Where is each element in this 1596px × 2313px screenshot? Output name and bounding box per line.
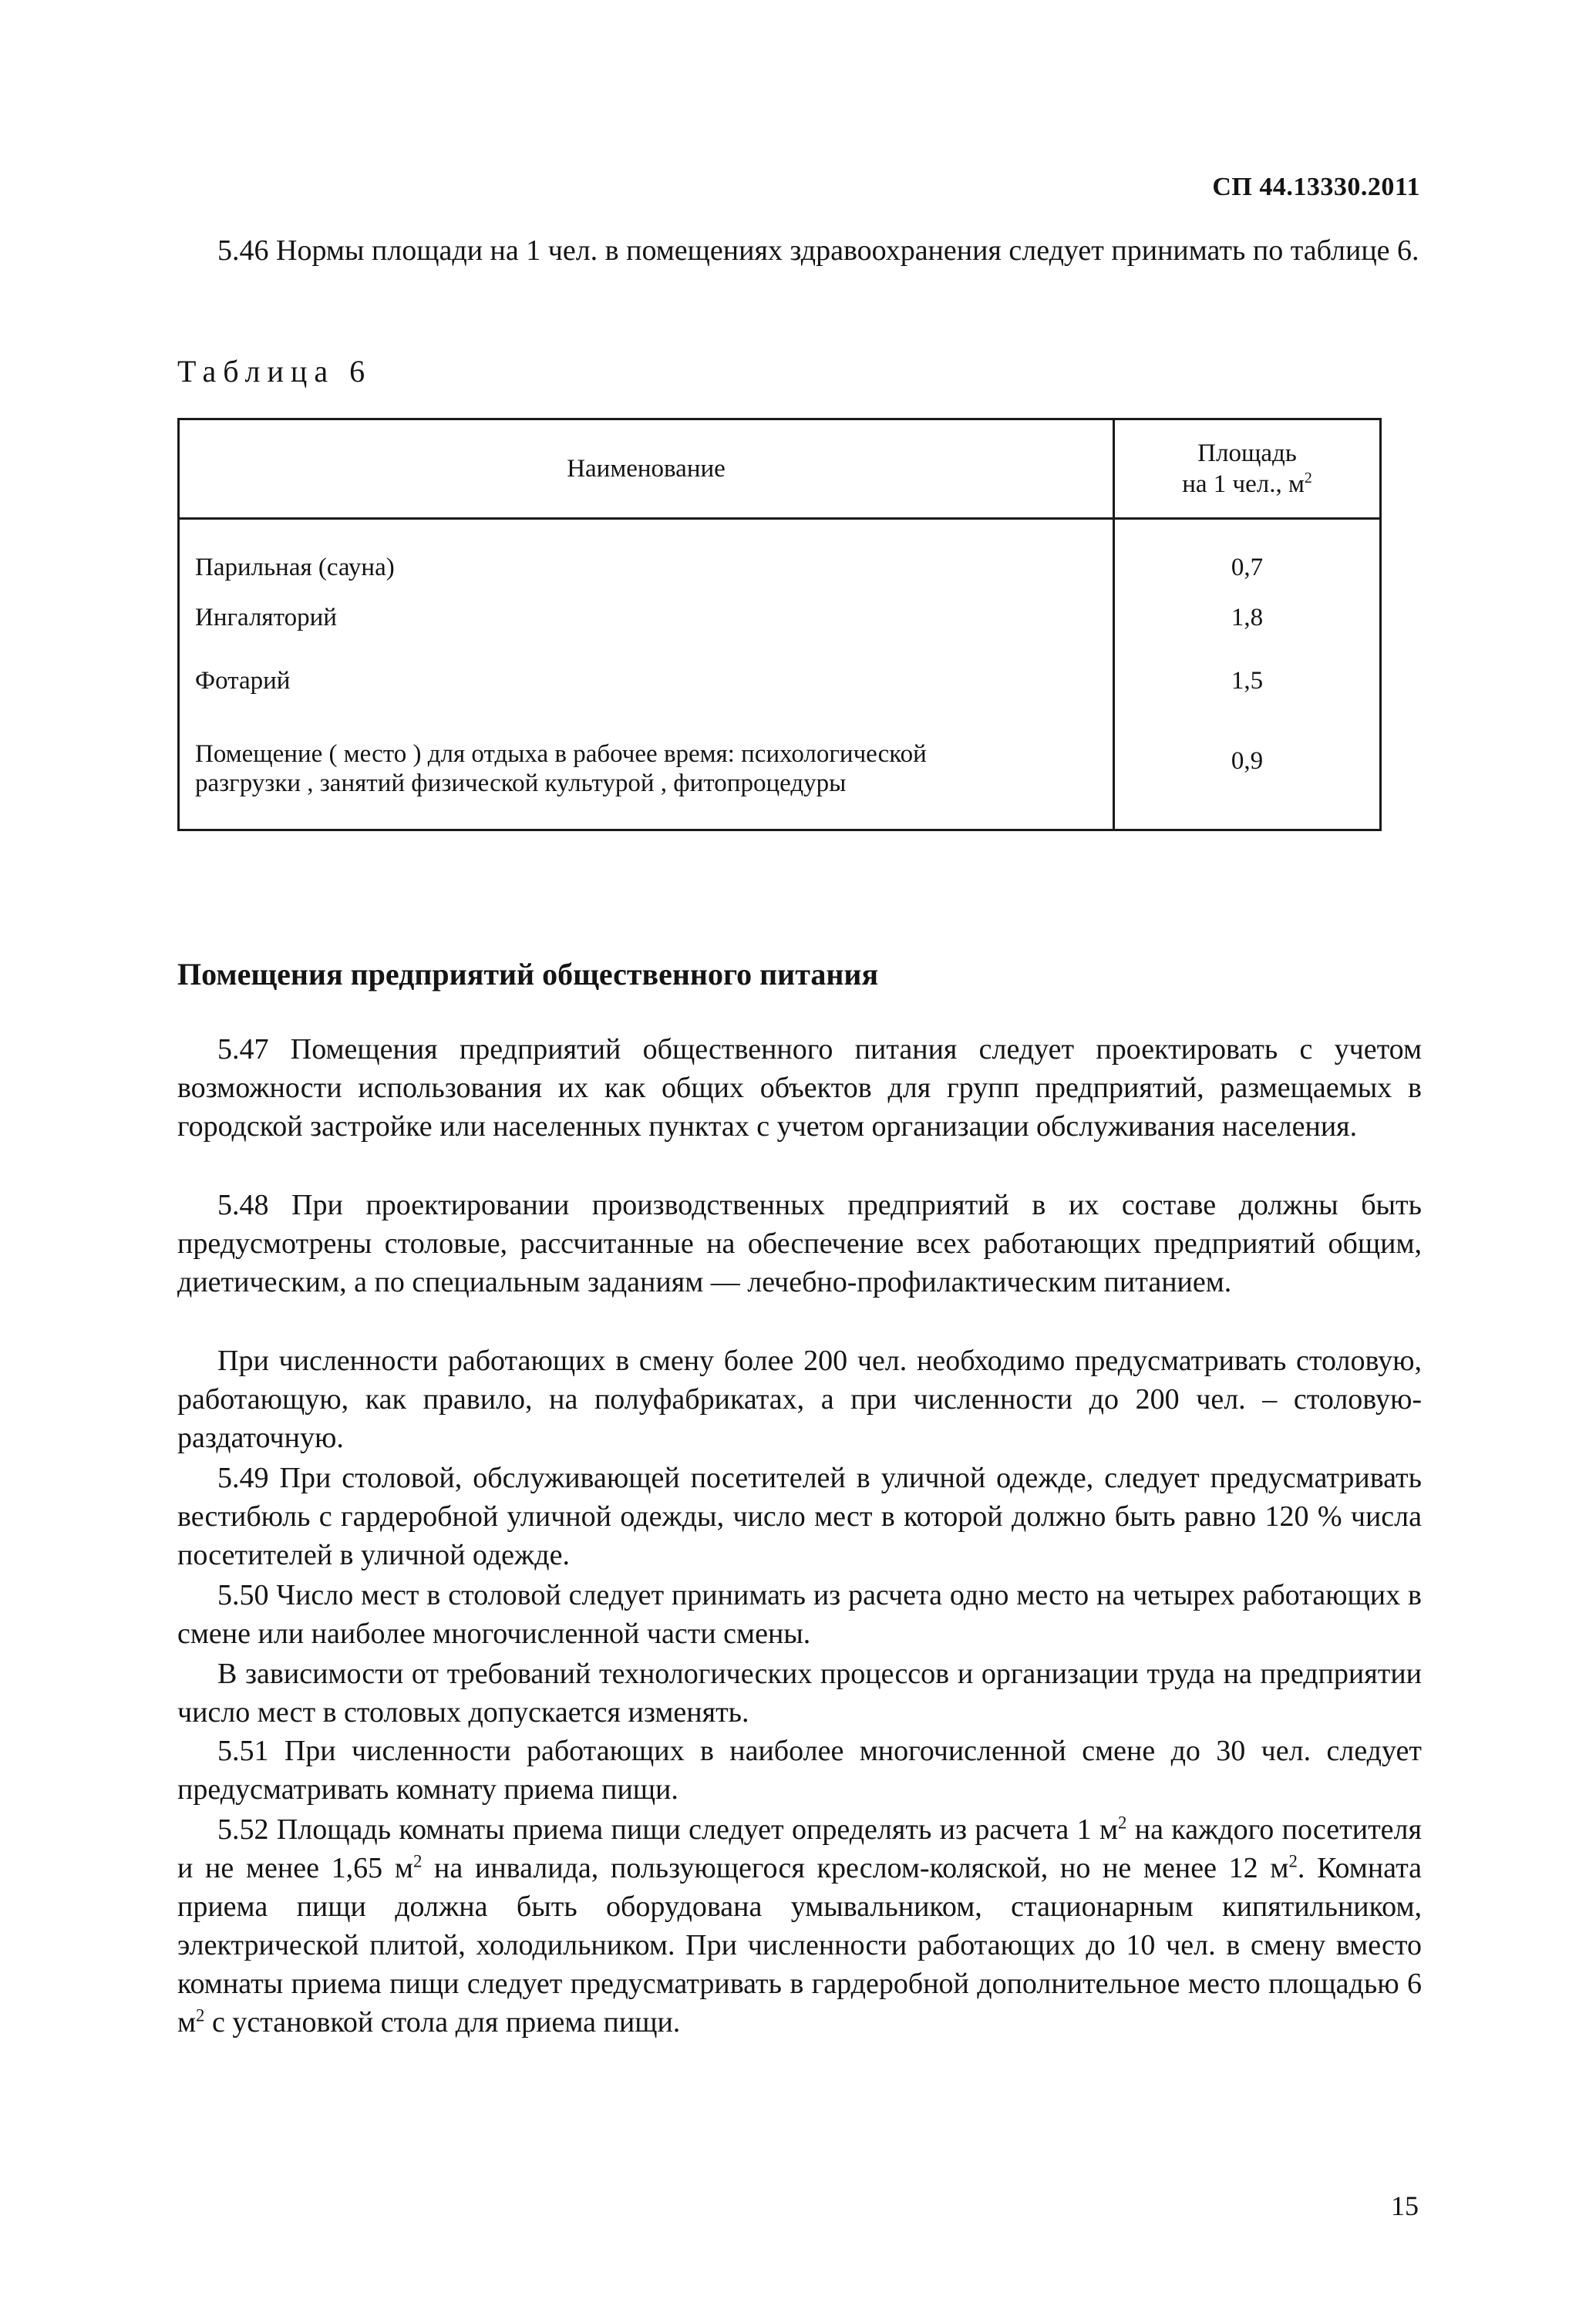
table-caption: Таблица 6 bbox=[177, 354, 372, 389]
row-value: 1,5 bbox=[1231, 667, 1264, 695]
row-value: 0,9 bbox=[1231, 747, 1264, 775]
paragraph-5-49: 5.49 При столовой, обслуживающей посетителей в уличной одежде, следует предусматривать вестибюль с гардеробной уличной одежды, число мест в которой должно быть равно 120 % числа посетителей в уличной одежде. bbox=[177, 1462, 1422, 1571]
paragraph-5-50: 5.50 Число мест в столовой следует принимать из расчета одно место на четырех работающих в смене или наиболее многочисленной части смены. bbox=[177, 1579, 1422, 1650]
paragraph-5-52 bbox=[177, 1810, 1422, 2042]
row-name: Помещение ( место ) для отдыха в рабочее время: психологической разгрузки , занятий физической культурой , фитопроцедуры bbox=[179, 709, 1114, 830]
paragraph-5-52-part-b: на каждого посетителя и не менее 1,65 м bbox=[177, 1813, 1422, 1884]
area-norms-table bbox=[177, 418, 1382, 831]
paragraph-5-52-part-d: . Комната приема пищи должна быть оборудована умывальником, стационарным кипятильником, электрической плитой, холодильником. При численности работающих до 10 чел. в смену вместо комнаты приема пищи следует предусматривать в гардеробной дополнительное место площадью 6 м bbox=[177, 1852, 1423, 2039]
row-value: 0,7 bbox=[1231, 554, 1264, 581]
row-name: Парильная (сауна) bbox=[179, 519, 1114, 583]
paragraph-5-52-part-c: на инвалида, пользующегося креслом-коляской, но не менее 12 м bbox=[422, 1852, 1289, 1884]
column-header-area-sup: 2 bbox=[1304, 470, 1312, 487]
paragraph-5-48-continued: При численности работающих в смену более 200 чел. необходимо предусматривать столовую, работающую, как правило, на полуфабрикатах, а при численности до 200 чел. – столовую-раздаточную. bbox=[177, 1345, 1422, 1454]
paragraph-5-51: 5.51 При численности работающих в наиболее многочисленной смене до 30 чел. следует предусматривать комнату приема пищи. bbox=[177, 1735, 1422, 1806]
paragraph-5-48: 5.48 При проектировании производственных предприятий в их составе должны быть предусмотрены столовые, рассчитанные на обеспечение всех работающих предприятий общим, диетическим, а по специальным заданиям — лечебно-профилактическим питанием. bbox=[177, 1189, 1422, 1298]
paragraph-5-52-part-a: 5.52 Площадь комнаты приема пищи следует определять из расчета 1 м bbox=[217, 1813, 1118, 1846]
column-header-area-line1: Площадь bbox=[1197, 439, 1297, 467]
table-row bbox=[179, 645, 1381, 709]
column-header-area-line2: на 1 чел., м bbox=[1182, 470, 1305, 498]
page-number: 15 bbox=[1391, 2190, 1419, 2221]
superscript: 2 bbox=[1288, 1851, 1298, 1871]
superscript: 2 bbox=[412, 1851, 423, 1871]
superscript: 2 bbox=[1117, 1813, 1127, 1833]
column-header-name: Наименование bbox=[179, 419, 1114, 519]
table-row bbox=[179, 519, 1381, 583]
paragraph-5-46: 5.46 Нормы площади на 1 чел. в помещениях здравоохранения следует принимать по таблице 6. bbox=[217, 234, 1419, 267]
row-value: 1,8 bbox=[1231, 604, 1264, 631]
row-name: Фотарий bbox=[179, 645, 1114, 709]
paragraph-5-47: 5.47 Помещения предприятий общественного питания следует проектировать с учетом возможности использования их как общих объектов для групп предприятий, размещаемых в городской застройке или населенных пунктах с учетом организации обслуживания населения. bbox=[177, 1033, 1422, 1143]
column-header-area bbox=[1114, 419, 1381, 519]
table-row bbox=[179, 709, 1381, 830]
document-code: СП 44.13330.2011 bbox=[1212, 173, 1420, 201]
paragraph-5-52-part-e: с установкой стола для приема пищи. bbox=[204, 2006, 681, 2039]
table-row bbox=[179, 582, 1381, 645]
superscript: 2 bbox=[196, 2005, 205, 2025]
section-heading: Помещения предприятий общественного питания bbox=[177, 957, 879, 992]
row-name: Ингаляторий bbox=[179, 582, 1114, 645]
paragraph-5-50-continued: В зависимости от требований технологических процессов и организации труда на предприятии число мест в столовых допускается изменять. bbox=[177, 1658, 1422, 1729]
